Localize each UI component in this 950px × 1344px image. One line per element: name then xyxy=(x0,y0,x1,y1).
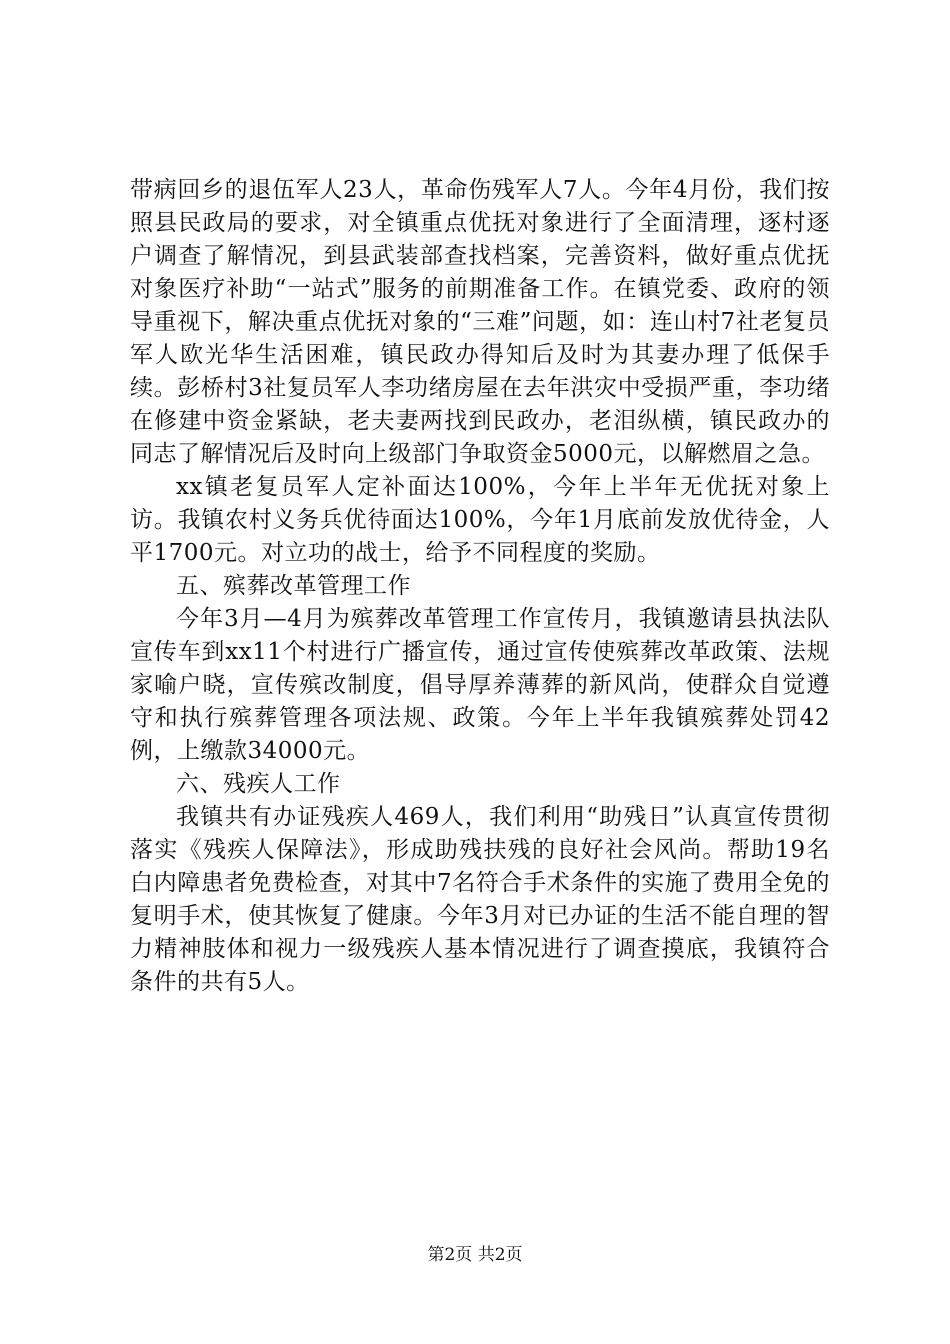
section-heading-disabled-work: 六、残疾人工作 xyxy=(176,771,341,797)
page-footer: 第2页 共2页 xyxy=(427,1245,523,1265)
document-body xyxy=(130,174,830,999)
paragraph-continuation: 带病回乡的退伍军人23人，革命伤残军人7人。今年4月份，我们按照县民政局的要求，对全镇重点优抚对象进行了全面清理，逐村逐户调查了解情况，到县武装部查找档案，完善资料，做好重点优抚对象医疗补助“一站式”服务的前期准备工作。在镇党委、政府的领导重视下，解决重点优抚对象的“三难”问题，如：连山村7社老复员军人欧光华生活困难，镇民政办得知后及时为其妻办理了低保手续。彭桥村3社复员军人李功绪房屋在去年洪灾中受损严重，李功绪在修建中资金紧缺，老夫妻两找到民政办，老泪纵横，镇民政办的同志了解情况后及时向上级部门争取资金5000元，以解燃眉之急。 xyxy=(130,177,830,467)
paragraph-funeral-reform: 今年3月—4月为殡葬改革管理工作宣传月，我镇邀请县执法队宣传车到xx11个村进行广播宣传，通过宣传使殡葬改革政策、法规家喻户晓，宣传殡改制度，倡导厚养薄葬的新风尚，使群众自觉遵守和执行殡葬管理各项法规、政策。今年上半年我镇殡葬处罚42例，上缴款34000元。 xyxy=(130,606,830,764)
paragraph-preferential-treatment: xx镇老复员军人定补面达100%，今年上半年无优抚对象上访。我镇农村义务兵优待面达100%，今年1月底前发放优待金，人平1700元。对立功的战士，给予不同程度的奖励。 xyxy=(130,474,830,566)
paragraph-disabled-work: 我镇共有办证残疾人469人，我们利用“助残日”认真宣传贯彻落实《残疾人保障法》，形成助残扶残的良好社会风尚。帮助19名白内障患者免费检查，对其中7名符合手术条件的实施了费用全免的复明手术，使其恢复了健康。今年3月对已办证的生活不能自理的智力精神肢体和视力一级残疾人基本情况进行了调查摸底，我镇符合条件的共有5人。 xyxy=(130,804,830,995)
section-heading-funeral-reform: 五、殡葬改革管理工作 xyxy=(176,573,411,599)
